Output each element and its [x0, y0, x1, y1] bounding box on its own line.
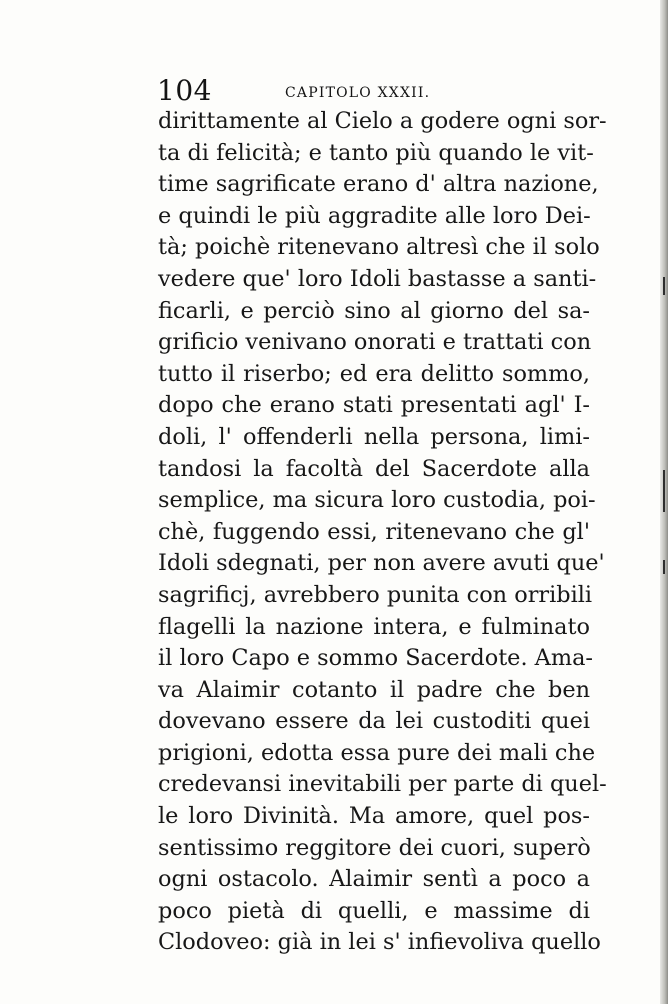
text-line: va Alaimir cotanto il padre che ben: [158, 676, 590, 703]
running-head: CAPITOLO XXXII.: [285, 85, 431, 101]
text-line: ficarli, e perciò sino al giorno del sa-: [158, 297, 590, 324]
text-line: flagelli la nazione intera, e fulminato: [158, 613, 590, 640]
text-line: tà; poichè ritenevano altresì che il solo: [158, 234, 600, 261]
text-line: Clodoveo: già in lei s' infievoliva quello: [158, 929, 601, 956]
text-line: dopo che erano stati presentati agl' I-: [158, 392, 590, 419]
text-line: dirittamente al Cielo a godere ogni sor-: [158, 108, 607, 134]
text-line: time sagrificate erano d' altra nazione,: [158, 171, 599, 198]
edge-mark: [663, 560, 665, 574]
text-line: le loro Divinità. Ma amore, quel pos-: [158, 803, 590, 830]
text-line: sentissimo reggitore dei cuori, superò: [158, 834, 591, 861]
text-line: grificio venivano onorati e trattati con: [158, 329, 592, 356]
text-line: ogni ostacolo. Alaimir sentì a poco a: [158, 866, 590, 893]
text-line: Idoli sdegnati, per non avere avuti que': [158, 550, 605, 577]
body-text: [158, 106, 607, 959]
edge-mark: [663, 470, 665, 512]
text-line: doli, l' offenderli nella persona, limi-: [158, 423, 590, 450]
text-line: credevansi inevitabili per parte di quel-: [158, 771, 607, 798]
text-line: prigioni, edotta essa pure dei mali che: [158, 739, 596, 766]
text-line: semplice, ma sicura loro custodia, poi-: [158, 487, 596, 514]
page-number: 104: [157, 74, 212, 107]
text-line: poco pietà di quelli, e massime di: [158, 897, 590, 924]
text-line: il loro Capo e sommo Sacerdote. Ama-: [158, 645, 593, 672]
text-line: e quindi le più aggradite alle loro Dei-: [158, 202, 591, 229]
page-header: [157, 76, 587, 106]
text-line: dovevano essere da lei custoditi quei: [158, 708, 590, 735]
text-line: vedere que' loro Idoli bastasse a santi-: [158, 265, 597, 292]
text-line: sagrificj, avrebbero punita con orribili: [158, 581, 593, 608]
edge-mark: [663, 277, 665, 295]
text-line: tutto il riserbo; ed era delitto sommo,: [158, 360, 590, 387]
text-line: tandosi la facoltà del Sacerdote alla: [158, 455, 590, 482]
text-line: ta di felicità; e tanto più quando le vit-: [158, 139, 594, 166]
page-edge-shadow: [660, 0, 668, 1004]
text-line: chè, fuggendo essi, ritenevano che gl': [158, 518, 590, 545]
